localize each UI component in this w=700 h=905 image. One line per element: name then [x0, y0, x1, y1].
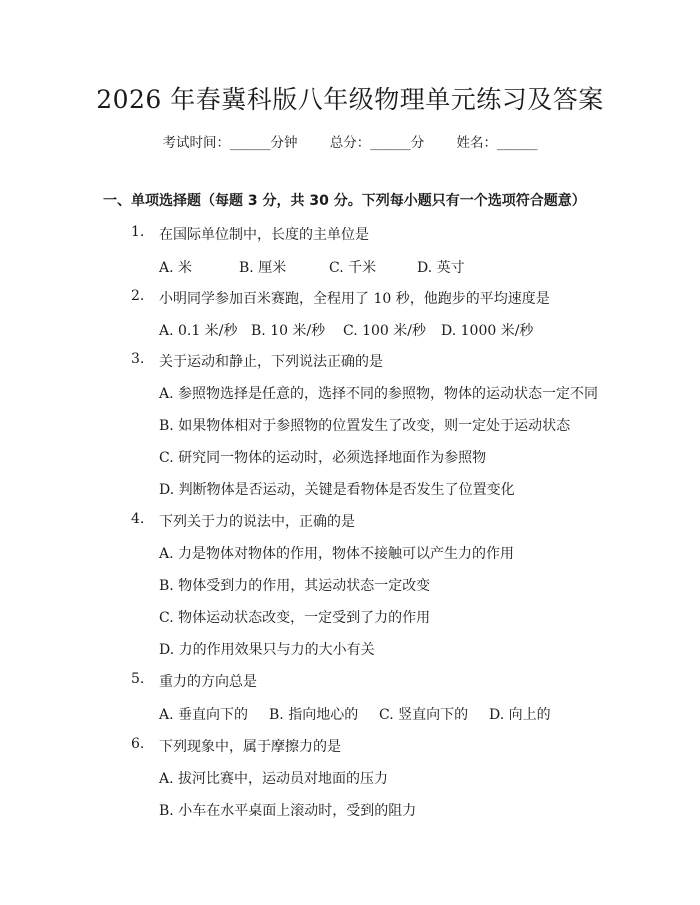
option-a: A. 垂直向下的 — [159, 707, 249, 723]
option-b: B. 厘米 — [239, 260, 287, 276]
question-4-option-c: C. 物体运动状态改变，一定受到了力的作用 — [159, 610, 431, 626]
option-d: D. 向上的 — [489, 707, 551, 723]
question-stem: 重力的方向总是 — [159, 674, 257, 690]
question-stem: 在国际单位制中，长度的主单位是 — [159, 227, 369, 243]
question-stem: 下列关于力的说法中，正确的是 — [159, 514, 355, 530]
question-4-option-a: A. 力是物体对物体的作用，物体不接触可以产生力的作用 — [159, 546, 515, 562]
option-a: A. 0.1 米/秒 — [159, 323, 238, 339]
exam-time-field: 考试时间：______分钟 — [162, 135, 298, 151]
total-score-field: 总分：______分 — [329, 135, 425, 151]
question-number: 6. — [131, 736, 145, 752]
option-c: C. 100 米/秒 — [343, 323, 427, 339]
question-stem: 关于运动和静止，下列说法正确的是 — [159, 354, 383, 370]
option-d: D. 1000 米/秒 — [441, 323, 534, 339]
question-3-option-a: A. 参照物选择是任意的，选择不同的参照物，物体的运动状态一定不同 — [159, 386, 599, 402]
section-heading-single-choice: 一、单项选择题（每题 3 分，共 30 分。下列每小题只有一个选项符合题意） — [103, 193, 586, 209]
option-d: D. 英寸 — [417, 260, 465, 276]
page-title: 2026 年春冀科版八年级物理单元练习及答案 — [96, 85, 604, 114]
question-3-option-c: C. 研究同一物体的运动时，必须选择地面作为参照物 — [159, 450, 487, 466]
question-number: 1. — [131, 224, 145, 240]
exam-info-line — [0, 131, 700, 151]
option-b: B. 10 米/秒 — [251, 323, 326, 339]
question-stem: 下列现象中，属于摩擦力的是 — [159, 739, 341, 755]
question-number: 2. — [131, 288, 145, 304]
question-number: 3. — [131, 351, 145, 367]
option-a: A. 米 — [159, 260, 193, 276]
student-name-field: 姓名：______ — [456, 135, 538, 151]
option-c: C. 千米 — [329, 260, 377, 276]
option-c: C. 竖直向下的 — [379, 707, 469, 723]
question-number: 4. — [131, 511, 145, 527]
question-stem: 小明同学参加百米赛跑，全程用了 10 秒，他跑步的平均速度是 — [159, 291, 550, 307]
question-4-option-b: B. 物体受到力的作用，其运动状态一定改变 — [159, 578, 431, 594]
question-3-option-d: D. 判断物体是否运动，关键是看物体是否发生了位置变化 — [159, 482, 515, 498]
question-3-option-b: B. 如果物体相对于参照物的位置发生了改变，则一定处于运动状态 — [159, 418, 571, 434]
question-6-option-b: B. 小车在水平桌面上滚动时，受到的阻力 — [159, 803, 417, 819]
question-number: 5. — [131, 671, 145, 687]
question-4-option-d: D. 力的作用效果只与力的大小有关 — [159, 642, 375, 658]
question-6-option-a: A. 拔河比赛中，运动员对地面的压力 — [159, 771, 389, 787]
option-b: B. 指向地心的 — [269, 707, 359, 723]
